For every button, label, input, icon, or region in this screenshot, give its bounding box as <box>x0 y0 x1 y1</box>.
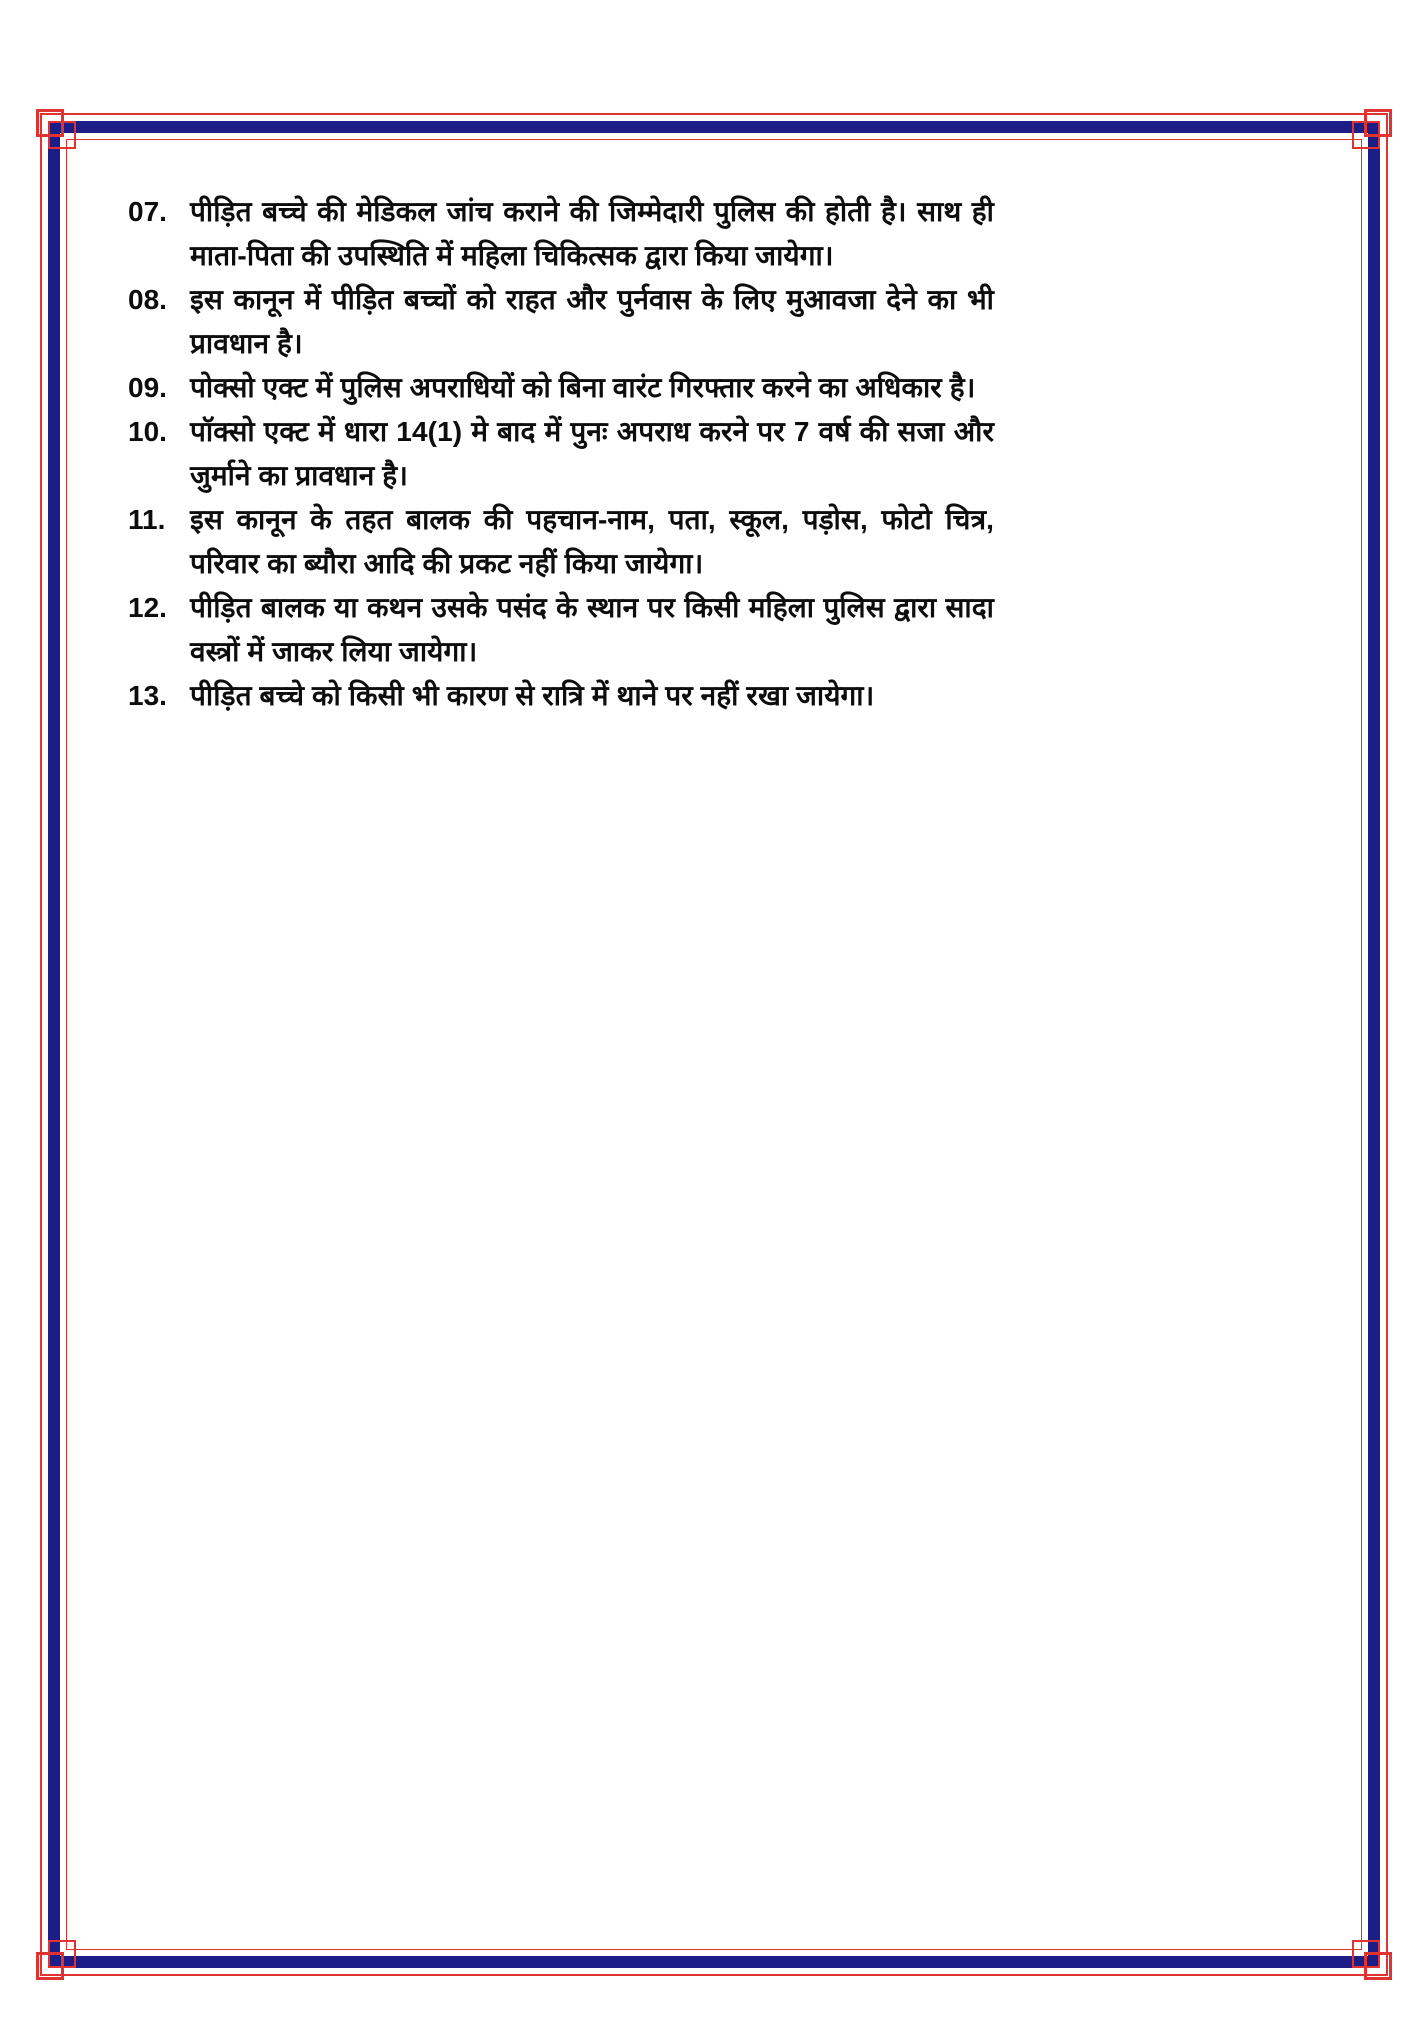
corner-ornament-bottom-left <box>36 1936 80 1980</box>
numbered-list <box>128 190 994 718</box>
ornament-square-icon <box>48 121 76 149</box>
list-item <box>128 586 994 674</box>
item-number: 07. <box>128 196 167 227</box>
item-number: 10. <box>128 416 167 447</box>
item-text: पीड़ित बच्चे की मेडिकल जांच कराने की जिम्मेदारी पुलिस की होती है। साथ ही माता-पिता की उपस्थिति में महिला चिकित्सक द्वारा किया जायेगा। <box>190 196 994 271</box>
item-number: 12. <box>128 592 167 623</box>
item-text: इस कानून के तहत बालक की पहचान-नाम, पता, स्कूल, पड़ोस, फोटो चित्र, परिवार का ब्यौरा आदि की प्रकट नहीं किया जायेगा। <box>190 504 994 579</box>
list-item <box>128 278 994 366</box>
corner-ornament-top-left <box>36 109 80 153</box>
item-number: 13. <box>128 680 167 711</box>
item-number: 11. <box>128 504 166 535</box>
list-item <box>128 674 994 718</box>
item-text: पॉक्सो एक्ट में धारा 14(1) मे बाद में पुनः अपराध करने पर 7 वर्ष की सजा और जुर्माने का प्रावधान है। <box>190 416 994 491</box>
list-item <box>128 410 994 498</box>
ornament-square-icon <box>1352 1940 1380 1968</box>
corner-ornament-top-right <box>1348 109 1392 153</box>
item-text: पीड़ित बच्चे को किसी भी कारण से रात्रि में थाने पर नहीं रखा जायेगा। <box>190 680 875 711</box>
corner-ornament-bottom-right <box>1348 1936 1392 1980</box>
item-text: इस कानून में पीड़ित बच्चों को राहत और पुर्नवास के लिए मुआवजा देने का भी प्रावधान है। <box>190 284 994 359</box>
item-number: 09. <box>128 372 167 403</box>
list-item <box>128 366 994 410</box>
item-text: पीड़ित बालक या कथन उसके पसंद के स्थान पर किसी महिला पुलिस द्वारा सादा वस्त्रों में जाकर लिया जायेगा। <box>190 592 994 667</box>
ornament-square-icon <box>1352 121 1380 149</box>
list-item <box>128 190 994 278</box>
item-number: 08. <box>128 284 167 315</box>
item-text: पोक्सो एक्ट में पुलिस अपराधियों को बिना वारंट गिरफ्तार करने का अधिकार है। <box>190 372 976 403</box>
list-item <box>128 498 994 586</box>
ornament-square-icon <box>48 1940 76 1968</box>
